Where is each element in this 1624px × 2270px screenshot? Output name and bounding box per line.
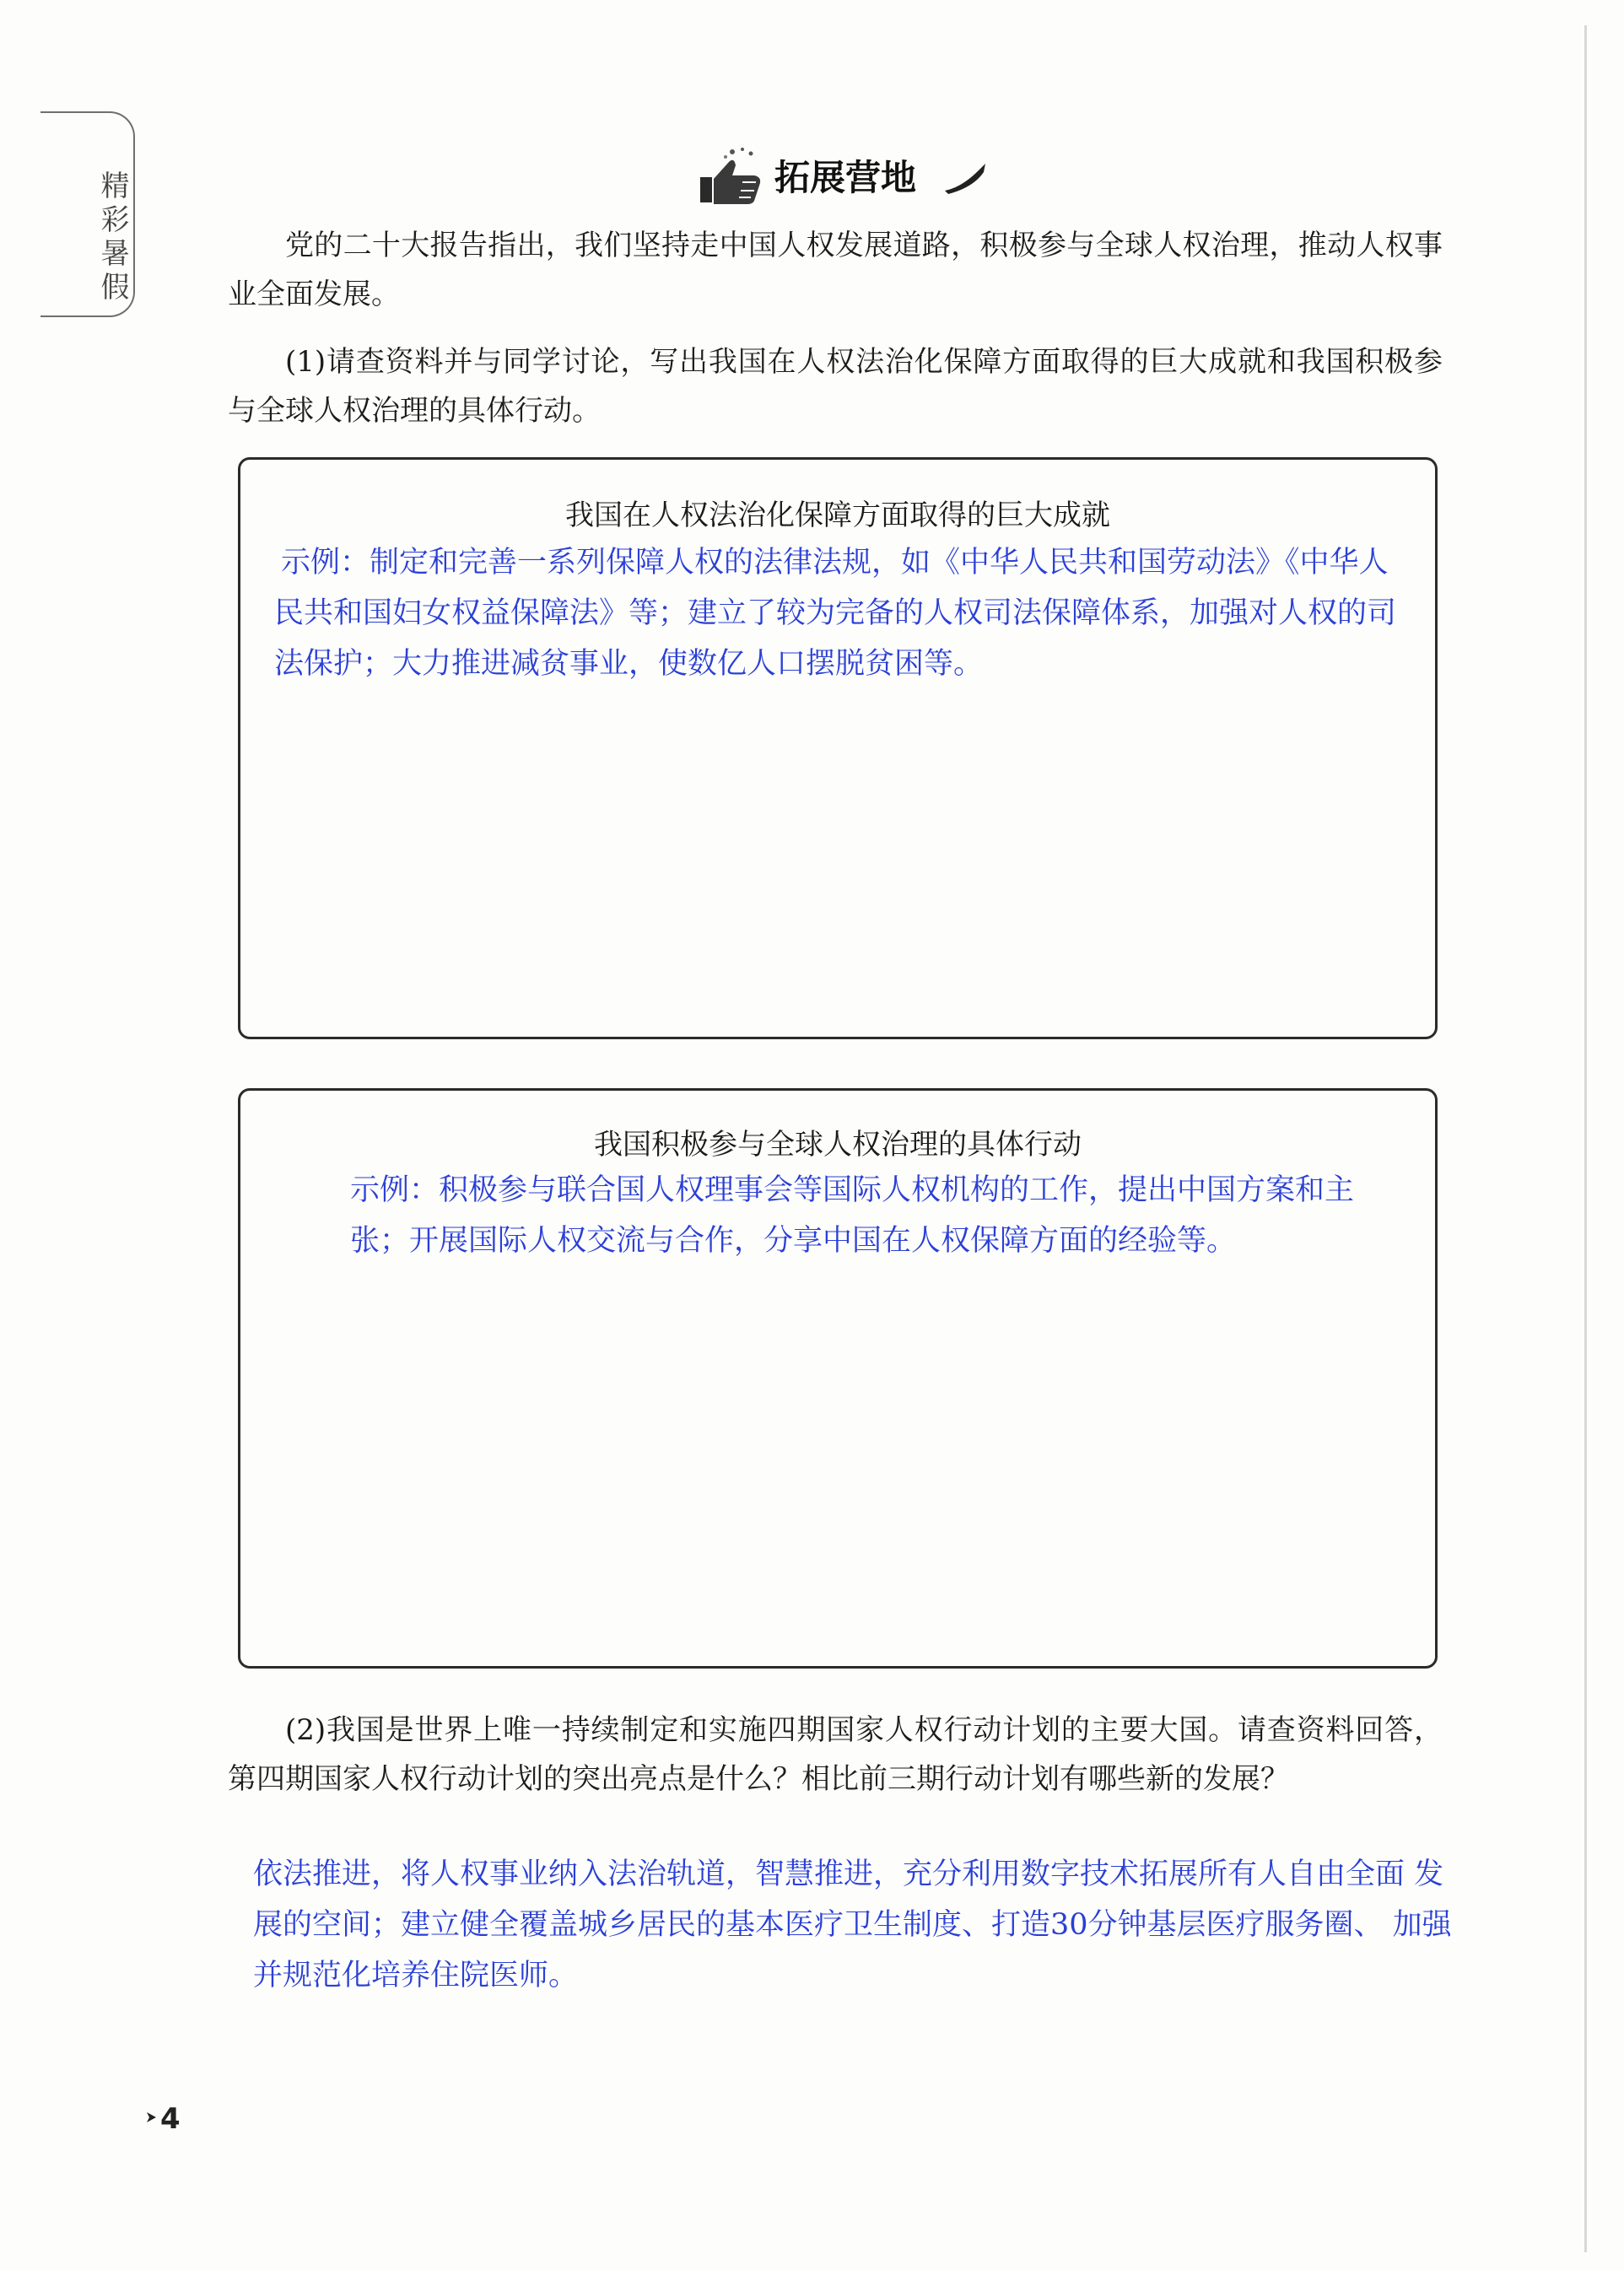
thumbs-up-icon	[692, 145, 769, 208]
arrow-right-icon	[145, 2111, 157, 2123]
handwritten-answer: 示例：积极参与联合国人权理事会等国际人权机构的工作，提出中国方案和主张；开展国际人权交流与合作，分享中国在人权保障方面的经验等。	[350, 1173, 1355, 1259]
side-tab	[40, 111, 135, 317]
answer-box-title: 我国在人权法治化保障方面取得的巨大成就	[565, 499, 1110, 532]
page-edge-line	[1584, 25, 1587, 2252]
answer-box-global-actions	[238, 1088, 1438, 1669]
section-title: 拓展营地	[774, 157, 917, 198]
section-heading	[692, 142, 1046, 209]
answer-2: 依法推进，将人权事业纳入法治轨道，智慧推进，充分利用数字技术拓展所有人自由全面 发展的空间；建立健全覆盖城乡居民的基本医疗卫生制度、打造30分钟基层医疗服务圈、 加强并规范化培养住院医师。	[253, 1858, 1452, 1993]
answer-box-achievements	[238, 457, 1438, 1039]
brush-stroke-decoration	[941, 159, 992, 196]
intro-paragraph: 党的二十大报告指出，我们坚持走中国人权发展道路，积极参与全球人权治理，推动人权事业全面发展。	[228, 229, 1443, 312]
side-tab-label: 精彩暑假	[95, 170, 129, 305]
question-1: (1)请查资料并与同学讨论，写出我国在人权法治化保障方面取得的巨大成就和我国积极参与全球人权治理的具体行动。	[228, 345, 1443, 429]
handwritten-answer: 示例：制定和完善一系列保障人权的法律法规，如《中华人民共和国劳动法》《中华人民共和国妇女权益保障法》等；建立了较为完备的人权司法保障体系，加强对人权的司法保护；大力推进减贫事业，使数亿人口摆脱贫困等。	[274, 546, 1397, 682]
answer-box-title: 我国积极参与全球人权治理的具体行动	[594, 1128, 1082, 1162]
question-2: (2)我国是世界上唯一持续制定和实施四期国家人权行动计划的主要大国。请查资料回答，第四期国家人权行动计划的突出亮点是什么？相比前三期行动计划有哪些新的发展？	[228, 1713, 1443, 1797]
page-number: 4	[160, 2102, 181, 2136]
